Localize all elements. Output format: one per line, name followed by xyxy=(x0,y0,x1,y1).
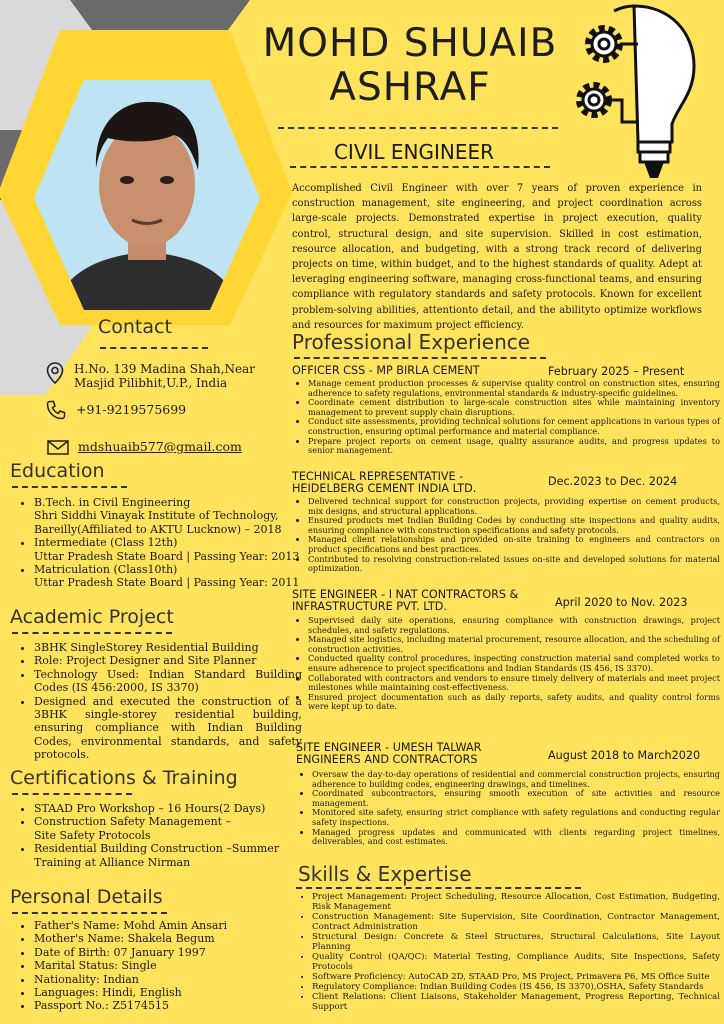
list-item: • Construction Management: Site Supervision, Site Coordination, Contractor Management, Contract Administration xyxy=(312,912,720,932)
list-item: • Ensured project documentation such as daily reports, safety audits, and quality control forms were kept up to date. xyxy=(308,693,720,712)
role-divider xyxy=(290,166,550,168)
contact-divider xyxy=(100,347,208,349)
job-title: SITE ENGINEER - UMESH TALWAR ENGINEERS AND CONTRACTORS xyxy=(296,741,482,766)
list-item: • Oversaw the day-to-day operations of residential and commercial construction projects, ensuring adherence to building codes, engineering drawings, and timelines. xyxy=(312,770,720,789)
job-date: August 2018 to March2020 xyxy=(548,749,701,762)
contact-phone: +91-9219575699 xyxy=(76,402,187,417)
list-item: • Father's Name: Mohd Amin Ansari xyxy=(34,919,302,932)
job-date: February 2025 – Present xyxy=(548,365,685,378)
bulb-gears-icon xyxy=(570,2,704,182)
job-bullets xyxy=(296,770,720,847)
candidate-name: MOHD SHUAIB ASHRAF xyxy=(262,21,558,110)
contact-heading: Contact xyxy=(98,316,172,338)
list-item: • Designed and executed the construction of a 3BHK single-storey residential building, ensuring compliance with Indian Building Codes, environmental standards, and safety protocols. xyxy=(34,695,302,762)
list-item: • Mother's Name: Shakela Begum xyxy=(34,932,302,945)
list-item: • Languages: Hindi, English xyxy=(34,986,302,999)
contact-address: H.No. 139 Madina Shah,Near Masjid Pilibhit,U.P., India xyxy=(74,362,255,390)
list-item: • Project Management: Project Scheduling, Resource Allocation, Cost Estimation, Budgeting, Risk Management xyxy=(312,892,720,912)
list-item: • Software Proficiency: AutoCAD 2D, STAAD Pro, MS Project, Primavera P6, MS Office Suite xyxy=(312,972,720,982)
list-item: • Client Relations: Client Liaisons, Stakeholder Management, Progress Reporting, Technical Support xyxy=(312,992,720,1012)
list-item: • Quality Control (QA/QC): Material Testing, Compliance Audits, Site Inspections, Safety Protocols xyxy=(312,952,720,972)
list-item: • Intermediate (Class 12th) Uttar Pradesh State Board | Passing Year: 2013 xyxy=(34,536,302,563)
skills-heading: Skills & Expertise xyxy=(298,862,472,886)
list-item: • Passport No.: Z5174515 xyxy=(34,999,302,1012)
education-heading: Education xyxy=(10,460,105,482)
list-item: • Date of Birth: 07 January 1997 xyxy=(34,946,302,959)
academic-project-list xyxy=(18,641,302,762)
list-item: • Collaborated with contractors and vendors to ensure timely delivery of materials and meet project milestones while maintaining cost-effectiveness. xyxy=(308,674,720,693)
list-item: • Contributed to resolving construction-related issues on-site and developed solutions for material optimization. xyxy=(308,555,720,574)
list-item: • Marital Status: Single xyxy=(34,959,302,972)
job-title: OFFICER CSS - MP BIRLA CEMENT xyxy=(292,364,480,377)
job-date: April 2020 to Nov. 2023 xyxy=(555,596,688,609)
job-bullets xyxy=(292,379,720,456)
profile-summary: Accomplished Civil Engineer with over 7 years of proven experience in construction management, site engineering, and project coordination across large-scale projects. Demonstrated expertise in project execution, quality control, structural design, and site supervision. Skilled in cost estimation, resource allocation, and budgeting, with a strong track record of delivering projects on time, within budget, and to the highest standards of quality. Adept at leveraging engineering software, managing cross-functional teams, and ensuring compliance with regulatory standards and safety protocols. Known for excellent problem-solving abilities, attentionto detail, and the abilityto optimize workflows and resources for maximum project efficiency. xyxy=(292,183,702,331)
list-item: • Residential Building Construction –Summer Training at Alliance Nirman xyxy=(34,842,302,869)
list-item: • Regulatory Compliance: Indian Building Codes (IS 456, IS 3370),OSHA, Safety Standards xyxy=(312,982,720,992)
list-item: • Managed progress updates and communicated with clients regarding project timelines, deliverables, and cost estimates. xyxy=(312,828,720,847)
list-item: • Matriculation (Class10th) Uttar Pradesh State Board | Passing Year: 2011 xyxy=(34,563,302,590)
list-item: • Manage cement production processes & supervise quality control on construction sites, ensuring adherence to safety regulations, environmental standards & industry-specific guidelines. xyxy=(308,379,720,398)
list-item: • Conduct site assessments, providing technical solutions for cement applications in various types of construction, ensuring optimal performance and material compliance. xyxy=(308,417,720,436)
name-divider xyxy=(278,127,558,129)
certifications-divider xyxy=(12,793,132,795)
education-divider xyxy=(12,486,127,488)
list-item: • Delivered technical support for construction projects, providing expertise on cement products, mix designs, and structural applications. xyxy=(308,497,720,516)
education-list xyxy=(18,496,302,590)
job-bullets xyxy=(292,616,720,712)
list-item: • Managed site logistics, including material procurement, resource allocation, and the scheduling of construction activities. xyxy=(308,635,720,654)
list-item: • Monitored site safety, ensuring strict compliance with safety regulations and conducting regular safety inspections. xyxy=(312,808,720,827)
personal-details-heading: Personal Details xyxy=(10,886,163,908)
job-title: TECHNICAL REPRESENTATIVE - HEIDELBERG CEMENT INDIA LTD. xyxy=(292,470,477,495)
job-bullets xyxy=(292,497,720,574)
phone-icon xyxy=(46,400,66,420)
list-item: • STAAD Pro Workshop – 16 Hours(2 Days) xyxy=(34,802,302,815)
list-item: • Nationality: Indian xyxy=(34,973,302,986)
job-title: SITE ENGINEER - I NAT CONTRACTORS & INFRASTRUCTURE PVT. LTD. xyxy=(292,588,519,613)
certifications-list xyxy=(18,802,302,869)
list-item: • Prepare project reports on cement usage, quality assurance audits, and progress updates to senior management. xyxy=(308,437,720,456)
list-item: • Technology Used: Indian Standard Building Codes (IS 456:2000, IS 3370) xyxy=(34,668,302,695)
skills-list xyxy=(296,892,720,1012)
location-icon xyxy=(46,362,64,384)
profile-photo xyxy=(34,80,260,310)
email-icon xyxy=(47,440,69,455)
certifications-heading: Certifications & Training xyxy=(10,767,238,789)
list-item: • Ensured products met Indian Building Codes by conducting site inspections and quality audits, ensuring compliance with construction specifications and safety protocols. xyxy=(308,516,720,535)
personal-details-list xyxy=(18,919,302,1013)
list-item: • Conducted quality control procedures, inspecting construction material sand completed works to ensure adherence to project specifications and Indian Standards (IS 456, IS 3370). xyxy=(308,654,720,673)
list-item: • Managed client relationships and provided on-site training to engineers and contractors on product specifications and best practices. xyxy=(308,535,720,554)
personal-divider xyxy=(12,912,167,914)
list-item: • 3BHK SingleStorey Residential Building xyxy=(34,641,302,654)
list-item: • Supervised daily site operations, ensuring compliance with construction drawings, project schedules, and safety regulations. xyxy=(308,616,720,635)
contact-email[interactable]: mdshuaib577@gmail.com xyxy=(78,439,242,454)
experience-heading: Professional Experience xyxy=(292,330,531,354)
job-date: Dec.2023 to Dec. 2024 xyxy=(548,475,678,488)
skills-divider xyxy=(296,887,581,889)
academic-divider xyxy=(12,632,172,634)
list-item: • Role: Project Designer and Site Planner xyxy=(34,654,302,667)
academic-project-heading: Academic Project xyxy=(10,606,174,628)
list-item: • B.Tech. in Civil Engineering Shri Siddhi Vinayak Institute of Technology, Bareilly(Affiliated to AKTU Lucknow) – 2018 xyxy=(34,496,302,536)
list-item: • Coordinate cement distribution to large-scale construction sites while maintaining inventory management to prevent supply chain disruptions. xyxy=(308,398,720,417)
job-role: CIVIL ENGINEER xyxy=(333,140,495,164)
list-item: • Construction Safety Management – Site Safety Protocols xyxy=(34,815,302,842)
list-item: • Structural Design: Concrete & Steel Structures, Structural Calculations, Site Layout Planning xyxy=(312,932,720,952)
list-item: • Coordinated subcontractors, ensuring smooth execution of site activities and resource management. xyxy=(312,789,720,808)
experience-divider xyxy=(294,357,546,359)
